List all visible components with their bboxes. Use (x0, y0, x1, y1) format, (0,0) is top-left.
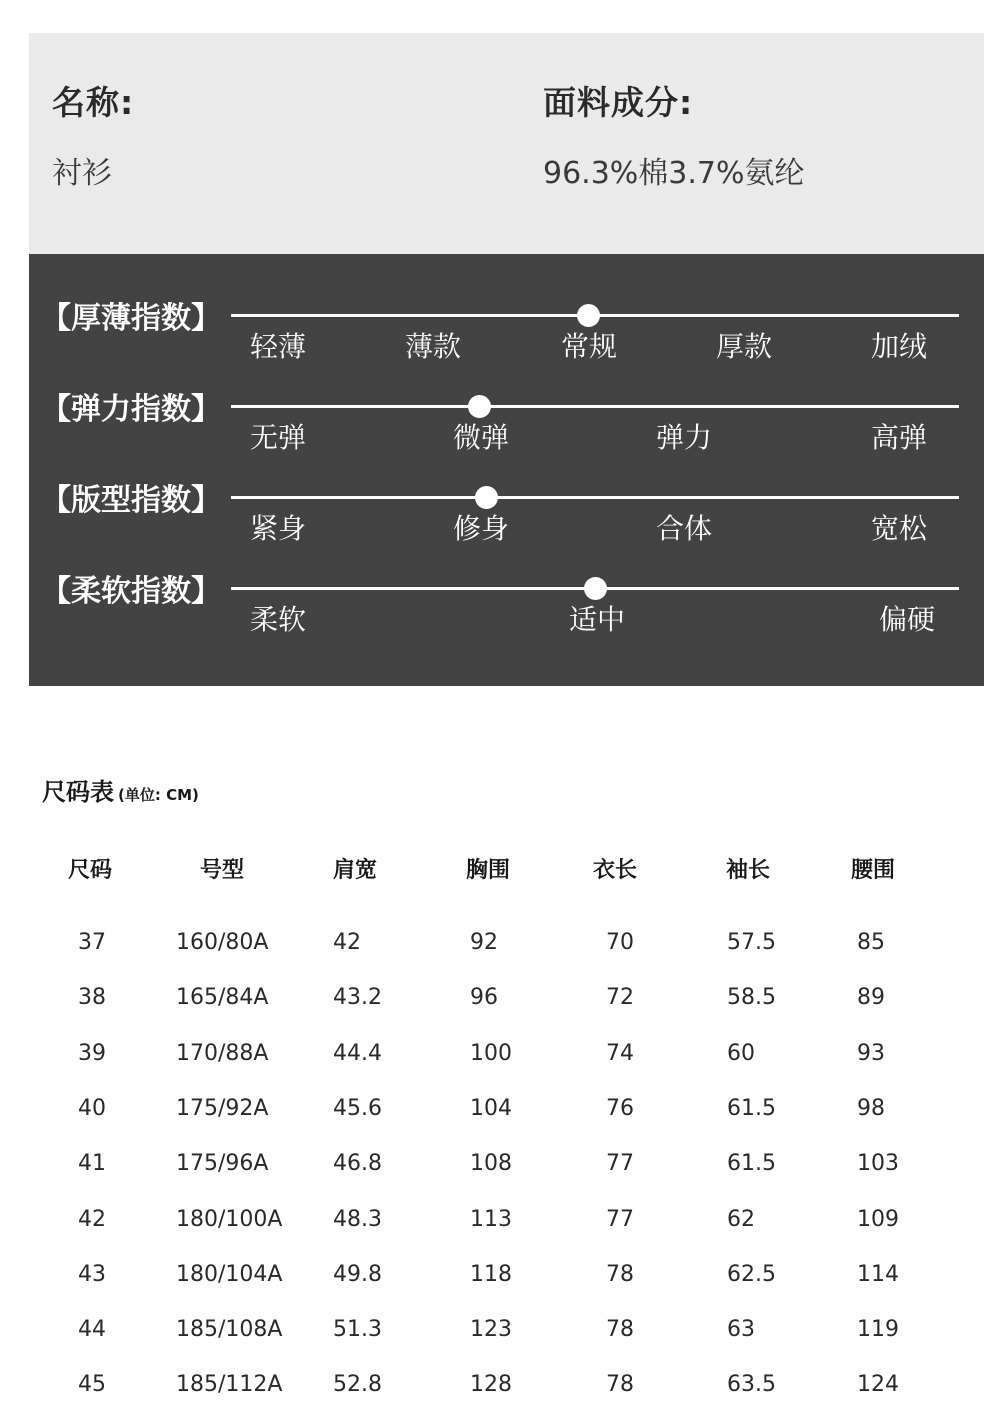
table-cell: 39 (78, 1040, 106, 1066)
table-cell: 100 (470, 1040, 512, 1066)
index-option: 高弹 (870, 421, 928, 454)
table-cell: 180/104A (176, 1261, 283, 1287)
table-cell: 114 (857, 1261, 899, 1287)
table-cell: 42 (333, 930, 361, 955)
table-header-cell: 胸围 (466, 858, 511, 883)
table-cell: 58.5 (727, 985, 776, 1011)
table-cell: 62.5 (727, 1261, 776, 1287)
fabric-label: 面料成分: (543, 83, 694, 122)
table-cell: 119 (857, 1317, 899, 1343)
index-option: 修身 (452, 512, 510, 545)
index-panel (29, 254, 984, 686)
table-cell: 37 (78, 930, 106, 955)
table-cell: 40 (78, 1095, 106, 1121)
table-cell: 49.8 (333, 1261, 382, 1287)
table-cell: 52.8 (333, 1372, 382, 1398)
index-option: 厚款 (715, 330, 773, 363)
table-cell: 109 (857, 1206, 899, 1232)
index-option: 弹力 (655, 421, 713, 454)
index-option: 偏硬 (878, 603, 936, 636)
index-knob (584, 577, 607, 600)
size-table-title-text: 尺码表 (42, 778, 114, 806)
index-row-softness (29, 570, 984, 662)
table-cell: 45 (78, 1372, 106, 1398)
table-cell: 38 (78, 985, 106, 1011)
index-knob (468, 395, 491, 418)
index-option: 薄款 (404, 330, 462, 363)
table-cell: 74 (606, 1040, 634, 1066)
index-knob (475, 486, 498, 509)
table-cell: 78 (606, 1317, 634, 1343)
index-row-fit (29, 479, 984, 571)
table-cell: 93 (857, 1040, 885, 1066)
table-cell: 44.4 (333, 1040, 382, 1066)
table-cell: 98 (857, 1095, 885, 1121)
index-option: 加绒 (870, 330, 928, 363)
table-cell: 41 (78, 1151, 106, 1177)
table-cell: 70 (606, 930, 634, 955)
table-cell: 89 (857, 985, 885, 1011)
size-table-unit: (单位: CM) (118, 786, 199, 804)
index-option: 合体 (655, 512, 713, 545)
index-track (231, 496, 959, 499)
table-cell: 123 (470, 1317, 512, 1343)
index-option: 紧身 (249, 512, 307, 545)
index-row-thickness (29, 297, 984, 389)
name-block (52, 77, 134, 192)
table-cell: 78 (606, 1372, 634, 1398)
table-cell: 103 (857, 1151, 899, 1177)
index-option: 适中 (568, 603, 626, 636)
index-option: 宽松 (870, 512, 928, 545)
product-info-panel (29, 33, 984, 254)
table-cell: 85 (857, 930, 885, 955)
table-cell: 77 (606, 1206, 634, 1232)
table-cell: 124 (857, 1372, 899, 1398)
size-table-title (42, 772, 199, 807)
table-cell: 175/96A (176, 1151, 269, 1177)
name-label: 名称: (52, 83, 135, 122)
table-cell: 160/80A (176, 930, 269, 955)
table-cell: 44 (78, 1317, 106, 1343)
table-cell: 72 (606, 985, 634, 1011)
table-cell: 45.6 (333, 1095, 382, 1121)
table-cell: 180/100A (176, 1206, 283, 1232)
index-title: 【厚薄指数】 (41, 301, 221, 336)
index-option: 无弹 (249, 421, 307, 454)
table-cell: 96 (470, 985, 498, 1011)
table-cell: 76 (606, 1095, 634, 1121)
index-option: 轻薄 (249, 330, 307, 363)
index-option: 柔软 (249, 603, 307, 636)
table-cell: 61.5 (727, 1151, 776, 1177)
table-cell: 113 (470, 1206, 512, 1232)
table-cell: 128 (470, 1372, 512, 1398)
table-cell: 43 (78, 1261, 106, 1287)
name-value: 衬衫 (52, 156, 112, 191)
table-cell: 77 (606, 1151, 634, 1177)
index-row-elasticity (29, 388, 984, 480)
table-cell: 170/88A (176, 1040, 269, 1066)
table-cell: 60 (727, 1040, 755, 1066)
index-title: 【版型指数】 (41, 483, 221, 518)
table-cell: 48.3 (333, 1206, 382, 1232)
table-cell: 108 (470, 1151, 512, 1177)
index-title: 【柔软指数】 (41, 574, 221, 609)
table-header-cell: 尺码 (68, 858, 113, 883)
index-knob (577, 304, 600, 327)
fabric-value: 96.3%棉3.7%氨纶 (543, 156, 805, 191)
table-cell: 63.5 (727, 1372, 776, 1398)
table-header-cell: 衣长 (593, 858, 638, 883)
table-header-cell: 号型 (200, 858, 245, 883)
table-header-cell: 腰围 (851, 858, 896, 883)
table-cell: 57.5 (727, 930, 776, 955)
table-cell: 185/112A (176, 1372, 283, 1398)
table-cell: 43.2 (333, 985, 382, 1011)
table-cell: 78 (606, 1261, 634, 1287)
index-option: 微弹 (452, 421, 510, 454)
index-option: 常规 (560, 330, 618, 363)
table-cell: 118 (470, 1261, 512, 1287)
table-cell: 92 (470, 930, 498, 955)
table-cell: 42 (78, 1206, 106, 1232)
index-title: 【弹力指数】 (41, 392, 221, 427)
table-cell: 165/84A (176, 985, 269, 1011)
table-cell: 185/108A (176, 1317, 283, 1343)
table-cell: 61.5 (727, 1095, 776, 1121)
table-header-cell: 袖长 (726, 858, 771, 883)
table-cell: 62 (727, 1206, 755, 1232)
index-track (231, 405, 959, 408)
fabric-block (543, 77, 805, 192)
table-cell: 46.8 (333, 1151, 382, 1177)
table-cell: 63 (727, 1317, 755, 1343)
table-cell: 51.3 (333, 1317, 382, 1343)
table-cell: 175/92A (176, 1095, 269, 1121)
table-cell: 104 (470, 1095, 512, 1121)
table-header-cell: 肩宽 (333, 858, 378, 883)
